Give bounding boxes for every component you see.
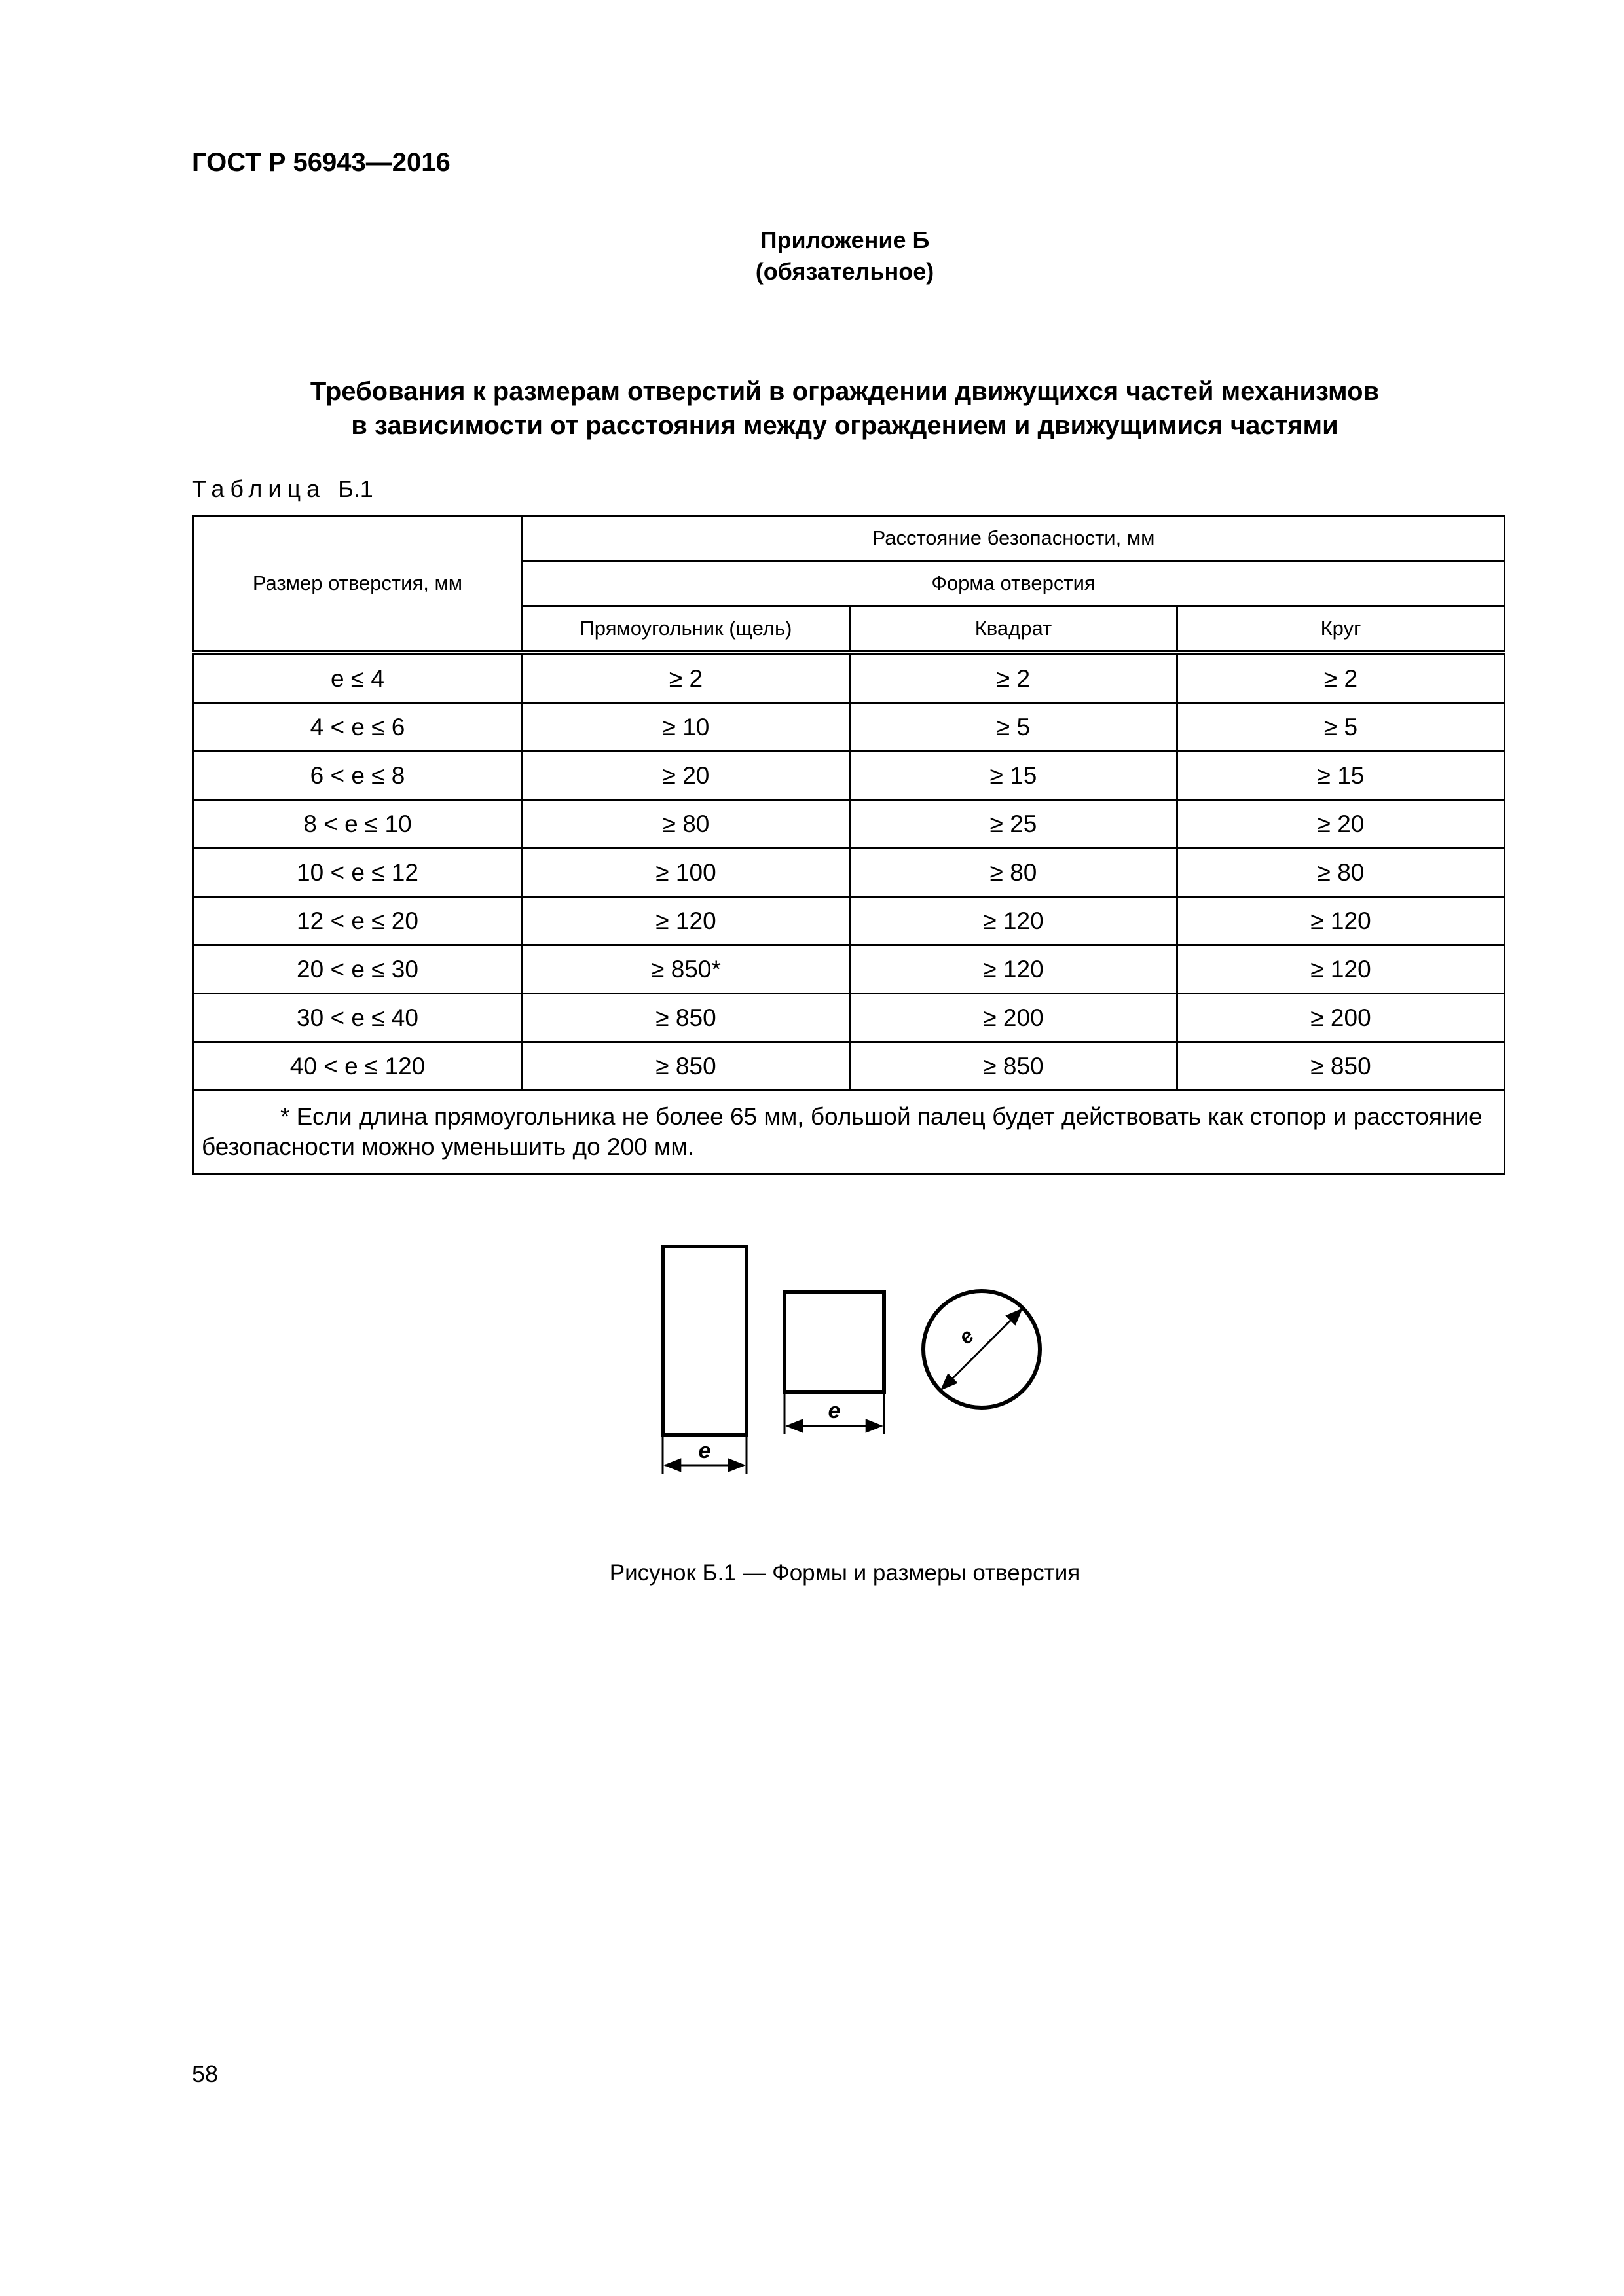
table-row	[193, 800, 1505, 848]
circle-cell: ≥ 15	[1177, 752, 1505, 800]
size-cell: 30 < e ≤ 40	[193, 994, 523, 1042]
table-row	[193, 653, 1505, 703]
slot-dimension-label: e	[698, 1438, 711, 1463]
square-cell: ≥ 2	[850, 653, 1177, 703]
size-cell: 12 < e ≤ 20	[193, 897, 523, 945]
group-header-cell: Расстояние безопасности, мм	[523, 516, 1505, 561]
table-caption-word: Таблица	[192, 475, 326, 502]
table-footnote	[193, 1091, 1505, 1174]
table-row	[193, 994, 1505, 1042]
row-header-cell: Размер отверстия, мм	[193, 516, 523, 653]
size-cell: 40 < e ≤ 120	[193, 1042, 523, 1091]
size-cell: e ≤ 4	[193, 653, 523, 703]
circle-cell: ≥ 200	[1177, 994, 1505, 1042]
appendix-label	[0, 225, 1624, 287]
table-row	[193, 703, 1505, 752]
table-row	[193, 752, 1505, 800]
circle-cell: ≥ 120	[1177, 897, 1505, 945]
rect-cell: ≥ 20	[523, 752, 850, 800]
safety-distance-table	[192, 515, 1505, 1175]
rect-cell: ≥ 10	[523, 703, 850, 752]
figure-caption: Рисунок Б.1 — Формы и размеры отверстия	[609, 1560, 1080, 1586]
document-code: ГОСТ Р 56943—2016	[192, 148, 451, 177]
square-cell: ≥ 200	[850, 994, 1177, 1042]
rect-cell: ≥ 80	[523, 800, 850, 848]
rect-cell: ≥ 850	[523, 994, 850, 1042]
size-cell: 10 < e ≤ 12	[193, 848, 523, 897]
column-header-rect: Прямоугольник (щель)	[523, 606, 850, 653]
circle-cell: ≥ 20	[1177, 800, 1505, 848]
square-shape	[784, 1292, 884, 1392]
square-cell: ≥ 5	[850, 703, 1177, 752]
size-cell: 6 < e ≤ 8	[193, 752, 523, 800]
circle-cell: ≥ 120	[1177, 945, 1505, 994]
square-cell: ≥ 120	[850, 897, 1177, 945]
rect-cell: ≥ 100	[523, 848, 850, 897]
table-caption-number: Б.1	[338, 475, 373, 502]
section-heading-line-2: в зависимости от расстояния между ограждением и движущимися частями	[351, 411, 1338, 440]
size-cell: 20 < e ≤ 30	[193, 945, 523, 994]
column-header-square: Квадрат	[850, 606, 1177, 653]
circle-cell: ≥ 5	[1177, 703, 1505, 752]
circle-cell: ≥ 80	[1177, 848, 1505, 897]
opening-shapes-figure	[642, 1237, 1061, 1499]
table-row	[193, 897, 1505, 945]
rect-cell: ≥ 850	[523, 1042, 850, 1091]
circle-cell: ≥ 2	[1177, 653, 1505, 703]
square-cell: ≥ 15	[850, 752, 1177, 800]
section-heading-line-1: Требования к размерам отверстий в ограждении движущихся частей механизмов	[310, 377, 1380, 406]
subgroup-header-cell: Форма отверстия	[523, 561, 1505, 606]
rect-cell: ≥ 2	[523, 653, 850, 703]
square-cell: ≥ 120	[850, 945, 1177, 994]
column-header-circle: Круг	[1177, 606, 1505, 653]
section-heading	[0, 374, 1624, 443]
circle-dimension-label: e	[953, 1324, 979, 1349]
square-dimension-label: e	[828, 1398, 841, 1423]
page-number: 58	[192, 2060, 219, 2087]
table-row	[193, 1042, 1505, 1091]
table-row	[193, 848, 1505, 897]
appendix-title: Приложение Б	[760, 227, 930, 253]
square-cell: ≥ 80	[850, 848, 1177, 897]
table-caption	[192, 475, 373, 503]
opening-shapes-drawing	[642, 1237, 1061, 1499]
size-cell: 8 < e ≤ 10	[193, 800, 523, 848]
appendix-status: (обязательное)	[755, 258, 934, 285]
table-row	[193, 945, 1505, 994]
circle-diameter-line	[942, 1309, 1022, 1389]
size-cell: 4 < e ≤ 6	[193, 703, 523, 752]
rect-cell: ≥ 120	[523, 897, 850, 945]
rect-cell: ≥ 850*	[523, 945, 850, 994]
table-footnote-text: * Если длина прямоугольника не более 65 мм, большой палец будет действовать как стопор и расстояние безопасности можно уменьшить до 200 мм.	[202, 1103, 1483, 1160]
slot-shape	[663, 1247, 747, 1435]
square-cell: ≥ 25	[850, 800, 1177, 848]
square-cell: ≥ 850	[850, 1042, 1177, 1091]
circle-cell: ≥ 850	[1177, 1042, 1505, 1091]
